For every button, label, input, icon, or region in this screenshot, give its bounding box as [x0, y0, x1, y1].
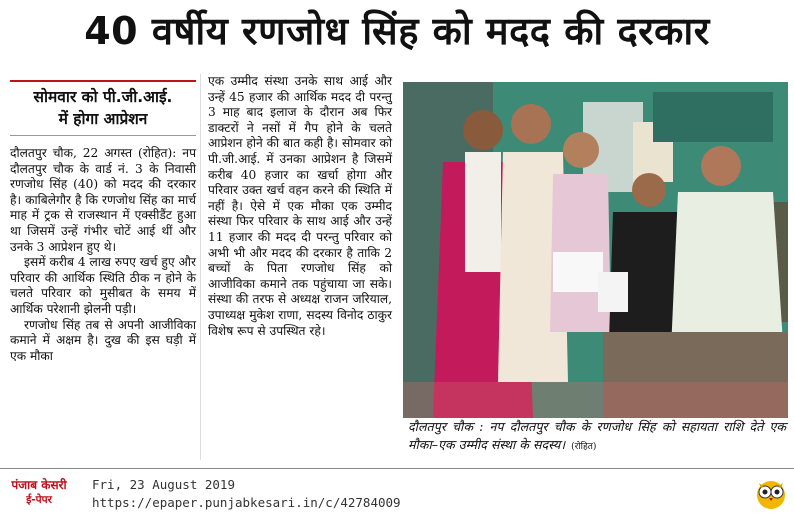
brand-name: पंजाब केसरी [11, 478, 67, 492]
subhead-line-1: सोमवार को पी.जी.आई. [33, 88, 173, 106]
brand-logo[interactable] [8, 478, 70, 507]
subhead-divider [10, 135, 196, 136]
subhead-line-2: में होगा आप्रेशन [58, 110, 148, 128]
subheadline [10, 86, 196, 130]
column-divider [200, 74, 201, 460]
group-photo-illustration [403, 82, 788, 418]
epaper-url[interactable]: https://epaper.punjabkesari.in/c/42784009 [92, 495, 401, 510]
caption-credit: (रोहित) [571, 442, 597, 452]
paragraph: एक उम्मीद संस्था उनके साथ आई और उन्हें 45 हजार की आर्थिक मदद दी परन्तु 3 माह बाद इलाज के दौरान अब फिर डाक्टरों ने नसों में गैप होने के चलते आप्रेशन होने की बात कही है। सोमवार को पी.जी.आई. में उनका आप्रेशन है जिसमें करीब 40 हजार का खर्चा होगा और परिवार उक्त खर्च वहन करने की स्थिति में नहीं है। ऐसे में एक मौका एक उम्मीद संस्था फिर परिवार के साथ आई और उन्हें 11 हजार की मदद दी परन्तु परिवार को अभी भी और मदद की दरकार है ताकि 2 बच्चों के पिता रणजोध सिंह को आजीविका कमाने तक पहुंचाया जा सके। संस्था की तरफ से अध्यक्ष राजन जरियाल, उपाध्यक्ष मुकेश राणा, सदस्य विनोद ठाकुर विशेष रूप से उपस्थित रहे। [208, 74, 392, 338]
publication-date: Fri, 23 August 2019 [92, 477, 235, 492]
caption-text: दौलतपुर चौक : नप दौलतपुर चौक के रणजोध सिंह को सहायता राशि देते एक मौका–एक उम्मीद संस्था के सदस्य। [408, 419, 786, 452]
headline: 40 वर्षीय रणजोध सिंह को मदद की दरकार [84, 9, 710, 53]
owl-icon[interactable] [754, 476, 788, 510]
paragraph: दौलतपुर चौक, 22 अगस्त (रोहित): नप दौलतपुर चौक के वार्ड नं. 3 के निवासी रणजोध सिंह (40) को मदद की दरकार है। काबिलेगौर है कि रणजोध सिंह का मार्च माह में ट्रक से राजस्थान में एक्सीडैंट हुआ था जिसमें उन्हें गंभीर चोटें आई थीं और उनके 3 आप्रेशन हुए थे। [10, 146, 196, 254]
article-column-1 [10, 146, 196, 364]
subhead-rule [10, 80, 196, 82]
brand-subtitle: ई-पेपर [26, 494, 52, 506]
photo-caption [408, 418, 786, 456]
article-column-2 [208, 74, 392, 339]
paragraph: इसमें करीब 4 लाख रुपए खर्च हुए और परिवार की आर्थिक स्थिति ठीक न होने के चलते परिवार को मुसीबत के समय में आर्थिक परेशानी झेलनी पड़ी। [10, 255, 196, 316]
news-photo [403, 82, 788, 418]
paragraph: रणजोध सिंह तब से अपनी आजीविका कमाने में अक्षम है। दुख की इस घड़ी में एक मौका [10, 317, 196, 363]
footer-divider [0, 468, 794, 469]
